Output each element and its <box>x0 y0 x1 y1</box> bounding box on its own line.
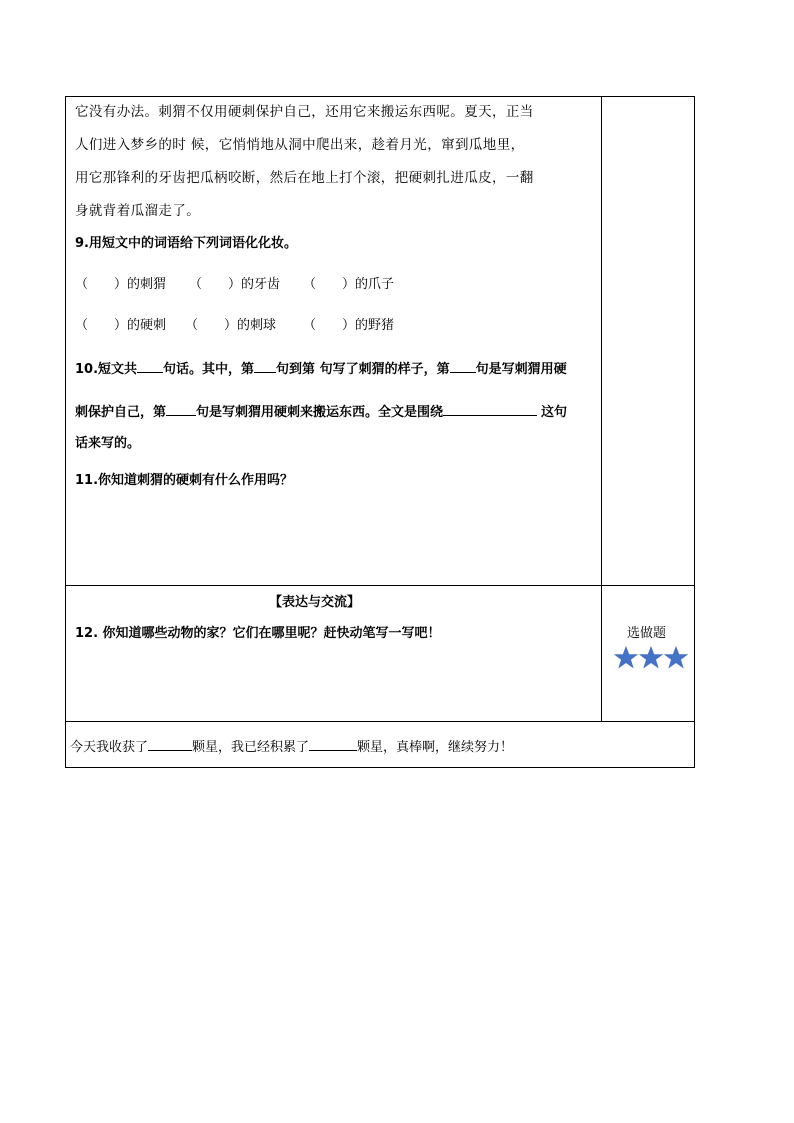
footer-blank-total-stars[interactable] <box>309 738 357 751</box>
passage-line: 用它那锋利的牙齿把瓜柄咬断，然后在地上打个滚，把硬刺扎进瓜皮，一翻 <box>75 170 534 186</box>
worksheet-table <box>65 96 695 768</box>
q10-text: 句到第 句写了刺猬的样子，第 <box>276 362 450 377</box>
question-10-line-2 <box>75 403 567 421</box>
star-icon <box>665 647 687 668</box>
q10-blank-start[interactable] <box>254 360 276 373</box>
q9-item: （ ）的牙齿 <box>189 277 281 292</box>
q10-text: 这句 <box>541 405 568 420</box>
q10-text: 10.短文共 <box>75 362 138 377</box>
row-divider-lower <box>66 721 694 722</box>
q10-blank-protect[interactable] <box>450 360 476 373</box>
section-heading: 【表达与交流】 <box>269 595 361 610</box>
q9-item: （ ）的硬刺 <box>75 318 167 333</box>
q9-item: （ ）的刺猬 <box>75 277 167 292</box>
q10-text: 刺保护自己，第 <box>75 405 167 420</box>
q10-text: 句话。其中，第 <box>163 362 255 377</box>
footer-text: 颗星，真棒啊，继续努力！ <box>357 740 514 755</box>
q9-item: （ ）的刺球 <box>185 318 277 333</box>
q10-text: 句是写刺猬用硬刺来搬运东西。全文是围绕 <box>196 405 444 420</box>
question-9-title: 9.用短文中的词语给下列词语化化妆。 <box>75 236 297 251</box>
rating-stars <box>614 646 688 670</box>
q9-item: （ ）的爪子 <box>303 277 395 292</box>
question-12: 12. 你知道哪些动物的家？它们在哪里呢？赶快动笔写一写吧！ <box>75 626 441 641</box>
star-icon <box>640 647 662 668</box>
passage-line: 它没有办法。刺猬不仅用硬刺保护自己，还用它来搬运东西呢。夏天，正当 <box>75 104 534 120</box>
footer-blank-today-stars[interactable] <box>148 738 192 751</box>
passage-line: 人们进入梦乡的时 候，它悄悄地从洞中爬出来，趁着月光，窜到瓜地里， <box>75 137 525 153</box>
q9-item: （ ）的野猪 <box>303 318 395 333</box>
star-icon <box>615 647 637 668</box>
row-divider-upper <box>66 585 694 586</box>
q10-blank-sentence[interactable] <box>443 403 537 416</box>
footer-text: 颗星，我已经积累了 <box>192 740 310 755</box>
footer-summary <box>70 738 513 756</box>
question-10-line-1 <box>75 360 567 378</box>
q10-blank-carry[interactable] <box>166 403 196 416</box>
column-divider <box>601 97 602 722</box>
footer-text: 今天我收获了 <box>70 740 149 755</box>
question-10-line-3: 话来写的。 <box>75 436 141 451</box>
q10-text: 句是写刺猬用硬 <box>475 362 567 377</box>
q10-blank-sentences[interactable] <box>137 360 163 373</box>
optional-label: 选做题 <box>627 626 667 641</box>
passage-line: 身就背着瓜溜走了。 <box>75 203 201 219</box>
question-11-title: 11.你知道刺猬的硬刺有什么作用吗？ <box>75 473 294 488</box>
